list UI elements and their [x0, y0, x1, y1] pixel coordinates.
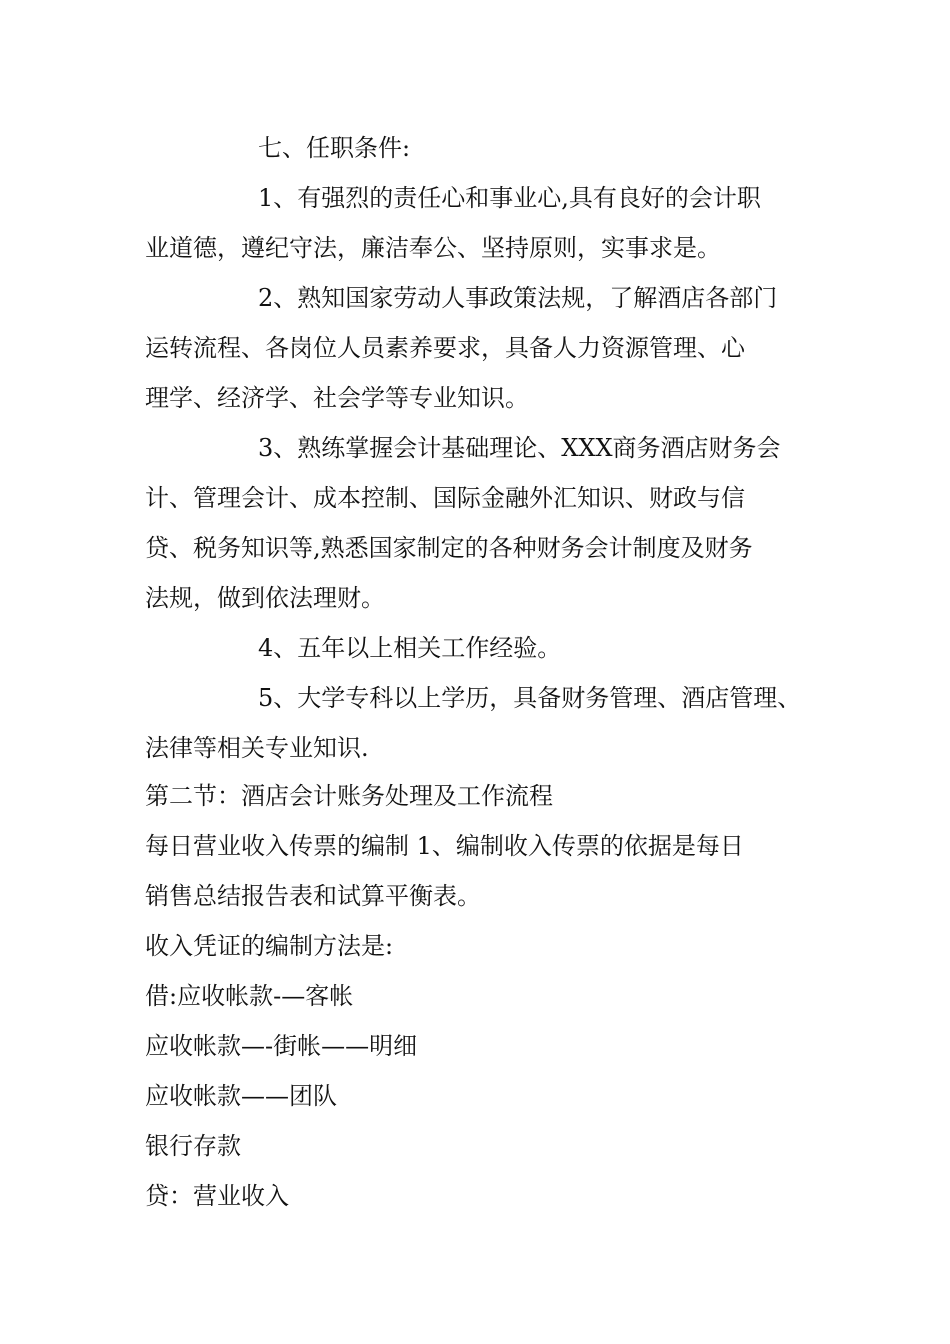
paragraph-line: 2、熟知国家劳动人事政策法规，了解酒店各部门: [258, 284, 778, 312]
journal-entry-line: 应收帐款——团队: [145, 1082, 337, 1110]
journal-entry-line: 贷：营业收入: [145, 1182, 289, 1210]
section-heading-qualifications: 七、任职条件:: [258, 134, 411, 162]
paragraph-line: 业道德，遵纪守法，廉洁奉公、坚持原则，实事求是。: [145, 234, 721, 262]
paragraph-line: 法规，做到依法理财。: [145, 584, 385, 612]
journal-entry-line: 借:应收帐款-—客帐: [145, 982, 354, 1010]
paragraph-line: 法律等相关专业知识.: [145, 734, 369, 762]
paragraph-line: 销售总结报告表和试算平衡表。: [145, 882, 481, 910]
paragraph-line: 每日营业收入传票的编制 1、编制收入传票的依据是每日: [145, 832, 744, 860]
paragraph-line: 收入凭证的编制方法是:: [145, 932, 394, 960]
paragraph-line: 贷、税务知识等,熟悉国家制定的各种财务会计制度及财务: [145, 534, 753, 562]
paragraph-line: 计、管理会计、成本控制、国际金融外汇知识、财政与信: [145, 484, 745, 512]
paragraph-line: 1、有强烈的责任心和事业心,具有良好的会计职: [258, 184, 761, 212]
section-heading-accounting: 第二节：酒店会计账务处理及工作流程: [145, 782, 553, 810]
paragraph-line: 3、熟练掌握会计基础理论、XXX商务酒店财务会: [258, 434, 781, 462]
paragraph-line: 5、大学专科以上学历，具备财务管理、酒店管理、: [258, 684, 802, 712]
paragraph-line: 理学、经济学、社会学等专业知识。: [145, 384, 529, 412]
paragraph-line: 运转流程、各岗位人员素养要求，具备人力资源管理、心: [145, 334, 745, 362]
paragraph-line: 4、五年以上相关工作经验。: [258, 634, 562, 662]
journal-entry-line: 银行存款: [145, 1132, 241, 1160]
journal-entry-line: 应收帐款—-街帐——明细: [145, 1032, 418, 1060]
